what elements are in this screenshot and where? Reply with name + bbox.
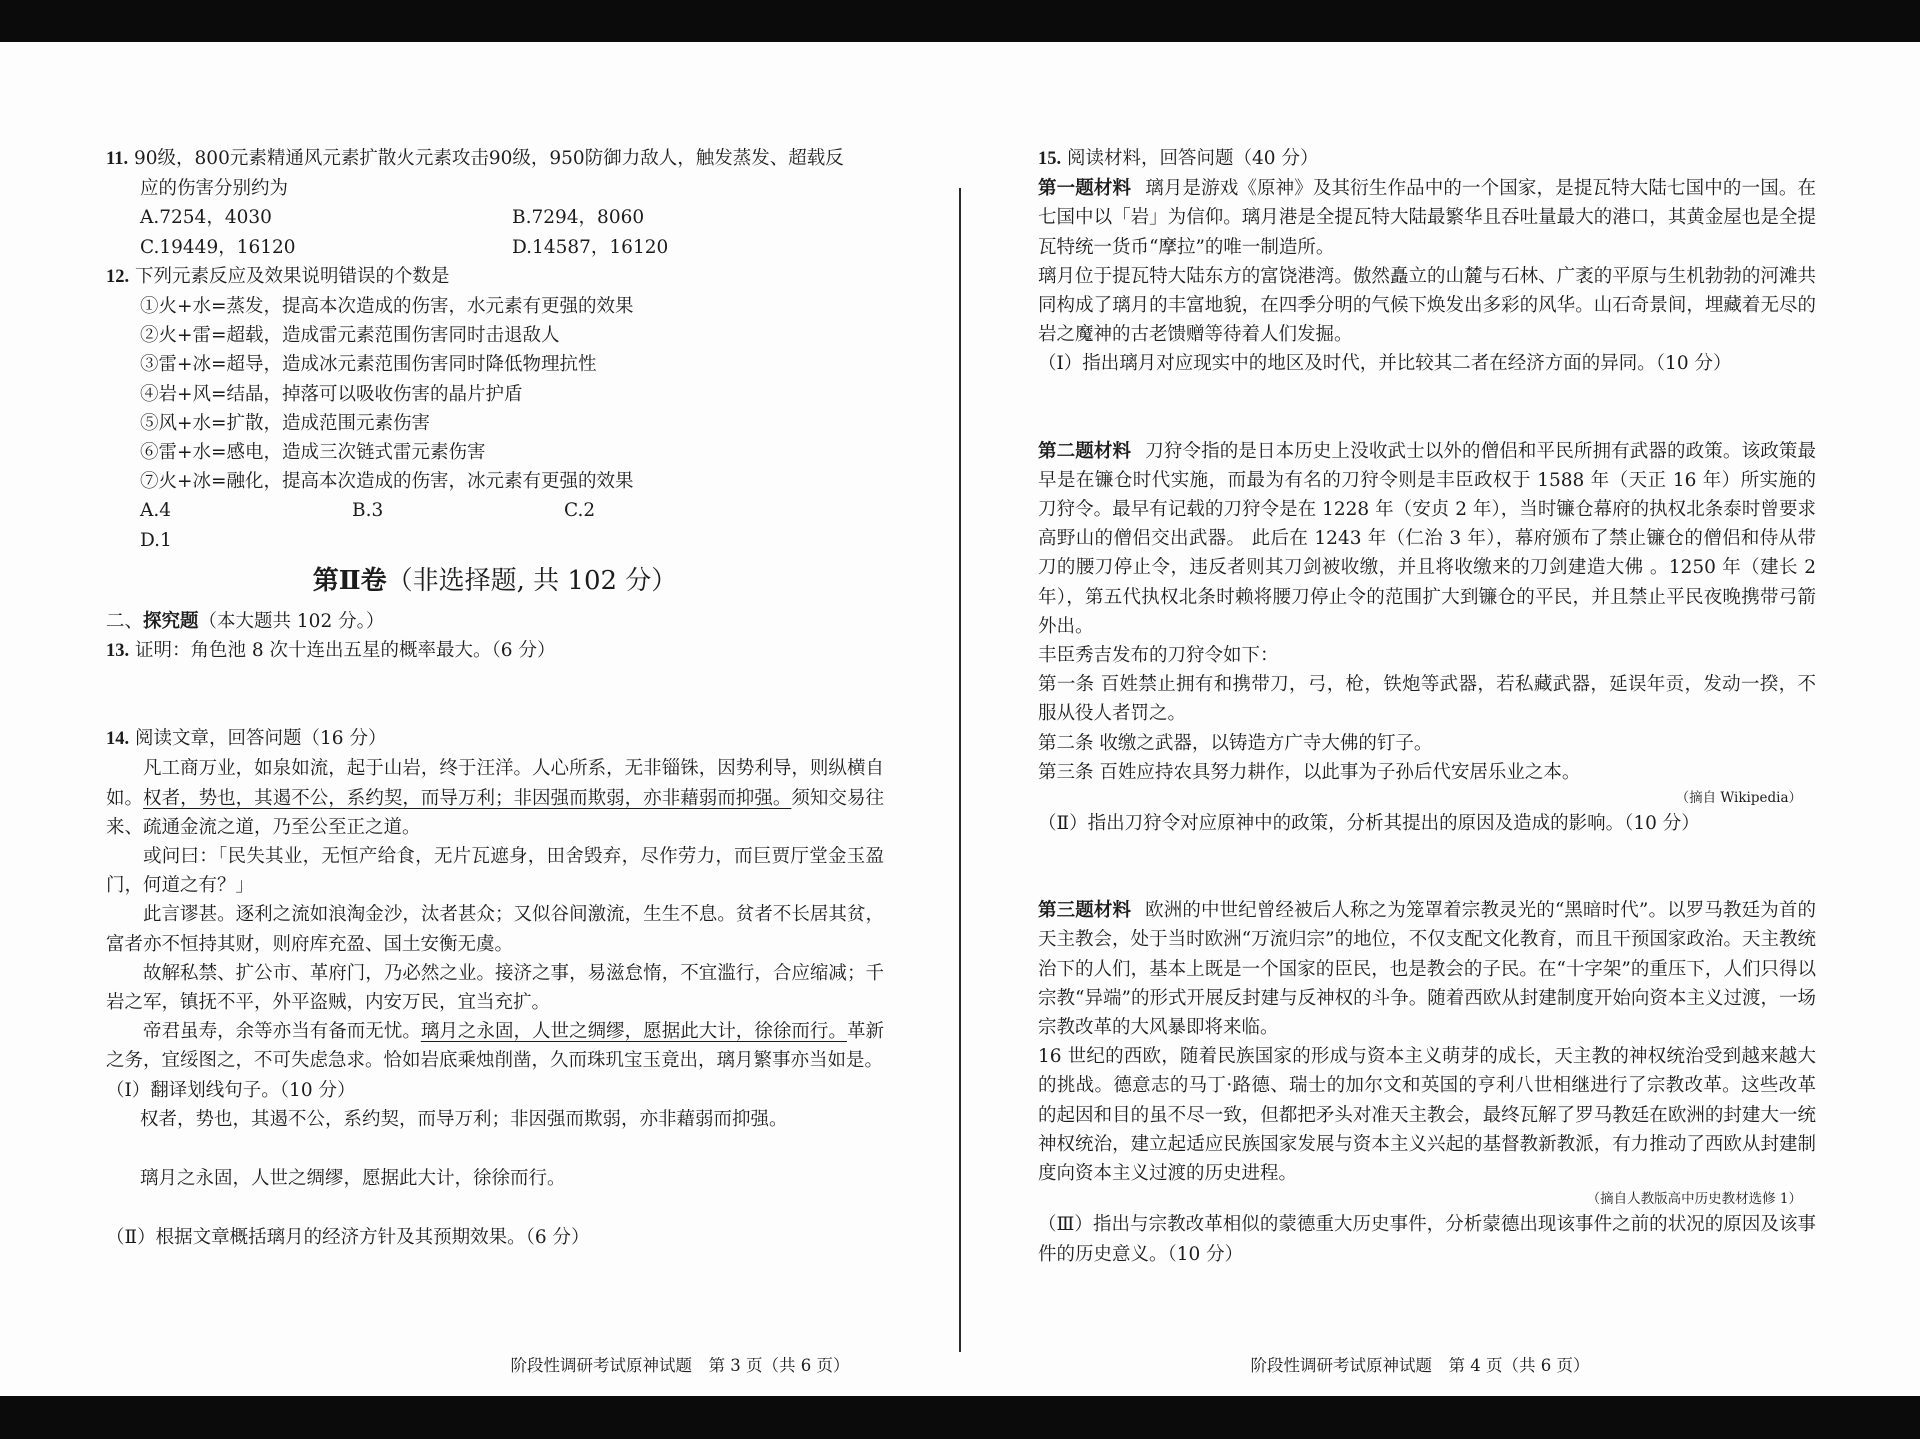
underlined-sentence-2: 璃月之永固，人世之绸缪，愿据此大计，徐徐而行。: [420, 1021, 847, 1043]
volume-2-heading: [106, 561, 884, 601]
material-label: 第一题材料: [1038, 178, 1132, 200]
question-text: 阅读文章，回答问题（16 分）: [135, 728, 387, 750]
question-number: 14.: [106, 729, 130, 750]
material-paragraph: [1038, 174, 1816, 262]
sub-question-2: （Ⅱ）指出刀狩令对应原神中的政策，分析其提出的原因及造成的影响。（10 分）: [1038, 813, 1700, 835]
option-a[interactable]: A.7254，4030: [140, 207, 272, 229]
answer-space[interactable]: [106, 1134, 884, 1164]
question-number: 11.: [106, 149, 129, 169]
material-2: [1038, 437, 1816, 839]
section-prefix: 二、: [106, 610, 144, 632]
page-footer-left: 阶段性调研考试原神试题 第 3 页（共 6 页）: [510, 1356, 850, 1375]
material-label: 第二题材料: [1038, 440, 1132, 462]
section-name: 探究题: [143, 610, 199, 632]
option-d[interactable]: D.14587，16120: [512, 236, 669, 258]
option-c[interactable]: C.19449，16120: [140, 236, 296, 258]
sub-question-3: （Ⅲ）指出与宗教改革相似的蒙德重大历史事件，分析蒙德出现该事件之前的状况的原因及该事件的历史意义。（10 分）: [1038, 1214, 1816, 1265]
question-number: 13.: [106, 641, 130, 662]
material-label: 第三题材料: [1038, 900, 1132, 922]
option-b[interactable]: B.3: [352, 500, 384, 522]
material-paragraph: 16 世纪的西欧，随着民族国家的形成与资本主义萌芽的成长，天主教的神权统治受到越来越大的挑战。德意志的马丁·路德、瑞士的加尔文和英国的亨利八世相继进行了宗教改革。这些改革的起因和目的虽不尽一致，但都把矛头对准天主教会，最终瓦解了罗马教廷在欧洲的封建大一统神权统治，建立起适应民族国家发展与资本主义兴起的基督教新教派，有力推动了西欧从封建制度向资本主义过渡的历史进程。: [1038, 1046, 1816, 1185]
section-note: （本大题共 102 分。）: [198, 610, 385, 632]
right-page-column: [1038, 144, 1816, 1269]
bottom-black-bar: [0, 1396, 1920, 1439]
material-text: 璃月是游戏《原神》及其衍生作品中的一个国家，是提瓦特大陆七国中的一国。在七国中以「岩」为信仰。璃月港是全提瓦特大陆最繁华且吞吐量最大的港口，其黄金屋也是全提瓦特统一货币“摩拉”的唯一制造所。: [1038, 178, 1816, 258]
question-14: [106, 724, 884, 1252]
reaction-item: ⑥雷+水=感电，造成三次链式雷元素伤害: [140, 442, 486, 464]
answer-options: [106, 496, 884, 554]
essay-paragraph-4: 故解私禁、扩公市、革府门，乃必然之业。接济之事，易滋怠惰，不宜滥行，合应缩减；千岩之军，镇抚不平，外平盗贼，内安万民，宜当充扩。: [106, 962, 884, 1014]
material-3: [1038, 896, 1816, 1268]
source-citation: （摘自 Wikipedia）: [1675, 790, 1802, 807]
essay-paragraph-3: 此言谬甚。逐利之流如浪淘金沙，汰者甚众；又似谷间激流，生生不息。贫者不长居其贫，富者亦不恒持其财，则府库充盈、国土安衡无虞。: [106, 904, 884, 955]
option-b[interactable]: B.7294，8060: [512, 207, 645, 229]
essay-paragraph-2: 或问曰：「民失其业，无恒产给食，无片瓦遮身，田舍毁弃，尽作劳力，而巨贾厅堂金玉盈门，何道之有？」: [106, 846, 884, 897]
exam-paper-spread: [0, 42, 1920, 1396]
translate-sentence-1: 权者，势也，其遏不公，系约契，而导万利；非因强而欺弱，亦非藉弱而抑强。: [140, 1108, 788, 1130]
sub-question-1: （Ⅰ）指出璃月对应现实中的地区及时代，并比较其二者在经济方面的异同。（10 分）: [1038, 353, 1732, 375]
question-text: 下列元素反应及效果说明错误的个数是: [135, 265, 450, 287]
question-text: 阅读材料，回答问题（40 分）: [1067, 148, 1319, 169]
page-footer-right: 阶段性调研考试原神试题 第 4 页（共 6 页）: [1250, 1356, 1590, 1375]
reaction-item: ④岩+风=结晶，掉落可以吸收伤害的晶片护盾: [140, 383, 523, 405]
essay-text: 革新之务，宜绥图之，不可失虑急求。恰如岩底乘烛削凿，久而珠玑宝玉竟出，璃月繁事亦当如是。: [106, 1021, 884, 1072]
question-number: 15.: [1038, 149, 1062, 169]
essay-paragraph-5: [106, 1017, 884, 1075]
article-3: 第三条 百姓应持农具努力耕作，以此事为子孙后代安居乐业之本。: [1038, 761, 1581, 783]
material-text: 刀狩令指的是日本历史上没收武士以外的僧侣和平民所拥有武器的政策。该政策最早是在镰仓时代实施，而最为有名的刀狩令则是丰臣政权于 1588 年（天正 16 年）所实施的刀狩令。最早有记载的刀狩令是在 1228 年（安贞 2 年），当时镰仓幕府的执权北条泰时曾要求高野山的僧侣交出武器。 此后在 1243 年（仁治 3 年），幕府颁布了禁止镰仓的僧侣和侍从带刀的腰刀停止令，违反者则其刀剑被收缴，并且将收缴来的刀剑建造大佛 。1250 年（建长 2 年），第五代执权北条时赖将腰刀停止令的范围扩大到镰仓的平民，并且禁止平民夜晚携带弓箭外出。: [1038, 440, 1816, 637]
material-paragraph: [1038, 437, 1816, 641]
question-text-cont: 应的伤害分别约为: [140, 178, 289, 200]
translate-sentence-2: 璃月之永固，人世之绸缪，愿据此大计，徐徐而行。: [140, 1168, 566, 1190]
material-paragraph: 璃月位于提瓦特大陆东方的富饶港湾。傲然矗立的山麓与石林、广袤的平原与生机勃勃的河滩共同构成了璃月的丰富地貌，在四季分明的气候下焕发出多彩的风华。山石奇景间，埋藏着无尽的岩之魔神的古老馈赠等待着人们发掘。: [1038, 265, 1816, 346]
reaction-item: ⑤风+水=扩散，造成范围元素伤害: [140, 412, 431, 434]
reaction-item: ②火+雷=超载，造成雷元素范围伤害同时击退敌人: [140, 325, 560, 347]
question-15: [1038, 144, 1816, 174]
question-13: [106, 636, 884, 666]
question-12: [106, 262, 884, 555]
material-1: [1038, 174, 1816, 378]
essay-paragraph-1: [106, 754, 884, 842]
question-text: 90级，800元素精通风元素扩散火元素攻击90级，950防御力敌人，触发蒸发、超载反: [134, 148, 844, 169]
answer-options: [106, 203, 884, 261]
sub-question-2: （Ⅱ）根据文章概括璃月的经济方针及其预期效果。（6 分）: [106, 1227, 590, 1249]
volume-subtitle: （非选择题, 共 102 分）: [386, 565, 678, 596]
question-text: 证明：角色池 8 次十连出五星的概率最大。（6 分）: [135, 640, 556, 662]
source-citation: （摘自人教版高中历史教材选修 1）: [1586, 1191, 1802, 1208]
answer-space[interactable]: [106, 666, 884, 724]
material-paragraph: [1038, 896, 1816, 1042]
volume-title: 第Ⅱ卷: [312, 565, 387, 596]
option-c[interactable]: C.2: [564, 500, 596, 522]
reaction-item: ①火+水=蒸发，提高本次造成的伤害，水元素有更强的效果: [140, 296, 634, 318]
section-2-heading: [106, 607, 884, 636]
reaction-item: ③雷+冰=超导，造成冰元素范围伤害同时降低物理抗性: [140, 354, 597, 376]
essay-text: 须知交易往来、疏通金流之道，乃至公至正之道。: [106, 787, 884, 838]
reaction-item: ⑦火+冰=融化，提高本次造成的伤害，冰元素有更强的效果: [140, 471, 634, 493]
article-2: 第二条 收缴之武器，以铸造方广寺大佛的钉子。: [1038, 732, 1433, 754]
material-text: 欧洲的中世纪曾经被后人称之为笼罩着宗教灵光的“黑暗时代”。以罗马教廷为首的天主教会，处于当时欧洲“万流归宗”的地位，不仅支配文化教育，而且干预国家政治。天主教统治下的人们，基本上既是一个国家的臣民，也是教会的子民。在“十字架”的重压下，人们只得以宗教“异端”的形式开展反封建与反神权的斗争。随着西欧从封建制度开始向资本主义过渡，一场宗教改革的大风暴即将来临。: [1038, 900, 1816, 1039]
question-number: 12.: [106, 266, 130, 287]
essay-text: 帝君虽寿，余等亦当有备而无忧。: [143, 1021, 421, 1043]
article-1: 第一条 百姓禁止拥有和携带刀，弓，枪，铁炮等武器，若私藏武器，延误年贡，发动一揆，不服从役人者罚之。: [1038, 674, 1816, 725]
answer-space[interactable]: [1038, 379, 1816, 437]
page-divider: [959, 188, 961, 1352]
option-a[interactable]: A.4: [140, 500, 172, 522]
question-11: [106, 144, 884, 262]
sub-question-1: （Ⅰ）翻译划线句子。（10 分）: [106, 1079, 356, 1101]
answer-space[interactable]: [1038, 838, 1816, 896]
material-paragraph: 丰臣秀吉发布的刀狩令如下：: [1038, 645, 1279, 667]
top-black-bar: [0, 0, 1920, 42]
essay-text: 凡工商万业，如泉如流，起于山岩，终于汪洋。人心所系，无非锱铢，因势利导，则纵横自如。: [106, 758, 884, 809]
underlined-sentence-1: 权者，势也，其遏不公，系约契，而导万利；非因强而欺弱，亦非藉弱而抑强。: [143, 787, 792, 809]
option-d[interactable]: D.1: [140, 529, 172, 551]
answer-space[interactable]: [106, 1193, 884, 1223]
left-page-column: [106, 144, 884, 1253]
